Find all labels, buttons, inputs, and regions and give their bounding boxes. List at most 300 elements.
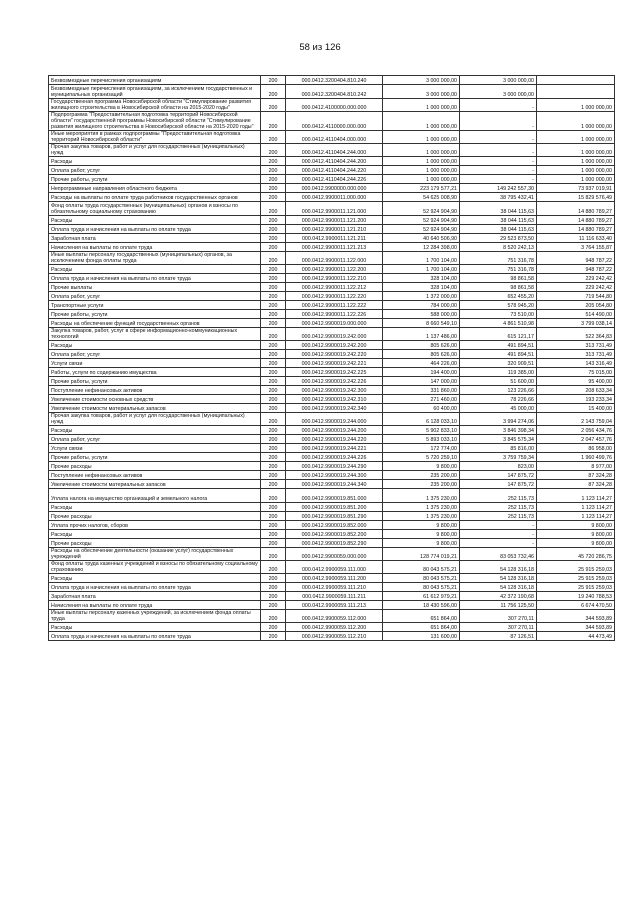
approved-amount: 805 626,00 xyxy=(383,341,460,350)
row-name: Прочие работы, услуги xyxy=(49,377,261,386)
row-name: Начисления на выплаты по оплате труда xyxy=(49,243,261,252)
row-kbk: 000.0412.9900059.112.000 xyxy=(286,610,383,623)
executed-amount: 3 994 274,06 xyxy=(460,413,537,426)
row-name: Иные выплаты персоналу казенных учреждений, за исключением фонда оплаты труда xyxy=(49,610,261,623)
page-number: 58 из 126 xyxy=(299,42,341,53)
executed-amount: 38 795 432,41 xyxy=(460,193,537,202)
approved-amount: 147 000,00 xyxy=(383,377,460,386)
row-code: 200 xyxy=(261,530,286,539)
executed-amount: 751 316,78 xyxy=(460,265,537,274)
executed-amount: 83 053 732,46 xyxy=(460,548,537,561)
row-kbk: 000.0412.9900019.242.220 xyxy=(286,350,383,359)
row-kbk: 000.0412.9900059.112.200 xyxy=(286,623,383,632)
row-kbk: 000.0412.9900011.121.213 xyxy=(286,243,383,252)
approved-amount: 9 800,00 xyxy=(383,521,460,530)
executed-amount: 38 044 115,63 xyxy=(460,216,537,225)
approved-amount: 172 774,00 xyxy=(383,444,460,453)
table-row xyxy=(49,489,615,503)
row-code: 200 xyxy=(261,243,286,252)
row-name: Безвозмездные перечисления организациям, за исключением государственных и муниципальных организаций xyxy=(49,85,261,99)
row-code: 200 xyxy=(261,112,286,131)
approved-amount: 60 400,00 xyxy=(383,404,460,413)
table-row xyxy=(49,85,615,99)
table-row xyxy=(49,283,615,292)
row-code: 200 xyxy=(261,386,286,395)
approved-amount: 52 924 904,90 xyxy=(383,216,460,225)
row-kbk: 000.0412.9900019.242.000 xyxy=(286,328,383,341)
approved-amount: 9 800,00 xyxy=(383,530,460,539)
row-name: Прочие расходы xyxy=(49,462,261,471)
executed-amount: 615 121,17 xyxy=(460,328,537,341)
table-row xyxy=(49,539,615,548)
row-code: 200 xyxy=(261,480,286,489)
row-code: 200 xyxy=(261,85,286,99)
approved-amount: 1 000 000,00 xyxy=(383,144,460,157)
unexecuted-amount: 6 674 470,50 xyxy=(537,601,615,610)
row-name: Безвозмездные перечисления организациям xyxy=(49,76,261,85)
unexecuted-amount: 313 731,49 xyxy=(537,341,615,350)
approved-amount: 8 660 549,10 xyxy=(383,319,460,328)
table-row xyxy=(49,252,615,265)
row-kbk: 000.0412.9900019.244.290 xyxy=(286,462,383,471)
executed-amount: 78 226,66 xyxy=(460,395,537,404)
row-kbk: 000.0412.4110404.244.226 xyxy=(286,175,383,184)
row-code: 200 xyxy=(261,413,286,426)
unexecuted-amount: 344 593,89 xyxy=(537,610,615,623)
executed-amount: 4 861 510,98 xyxy=(460,319,537,328)
row-kbk: 000.0412.9900011.000.000 xyxy=(286,193,383,202)
row-name: Заработная плата xyxy=(49,592,261,601)
unexecuted-amount: 208 633,34 xyxy=(537,386,615,395)
row-kbk: 000.0412.9900059.000.000 xyxy=(286,548,383,561)
table-row xyxy=(49,292,615,301)
approved-amount: 1 000 000,00 xyxy=(383,112,460,131)
unexecuted-amount: 86 958,00 xyxy=(537,444,615,453)
executed-amount: 45 000,00 xyxy=(460,404,537,413)
row-kbk: 000.0412.9900059.111.211 xyxy=(286,592,383,601)
row-kbk: 000.0412.9900019.000.000 xyxy=(286,319,383,328)
executed-amount: 123 226,66 xyxy=(460,386,537,395)
table-row xyxy=(49,521,615,530)
table-row xyxy=(49,386,615,395)
row-code: 200 xyxy=(261,310,286,319)
executed-amount: 3 000 000,00 xyxy=(460,85,537,99)
row-kbk: 000.0412.9900019.851.290 xyxy=(286,512,383,521)
row-code: 200 xyxy=(261,301,286,310)
row-kbk: 000.0412.9900011.122.000 xyxy=(286,252,383,265)
table-row xyxy=(49,395,615,404)
row-kbk: 000.0412.9900019.242.310 xyxy=(286,395,383,404)
row-code: 200 xyxy=(261,359,286,368)
executed-amount: - xyxy=(460,175,537,184)
approved-amount: 131 600,00 xyxy=(383,632,460,641)
approved-amount: 5 893 033,10 xyxy=(383,435,460,444)
executed-amount: 491 894,51 xyxy=(460,350,537,359)
row-kbk: 000.0412.4110000.000.000 xyxy=(286,112,383,131)
table-row xyxy=(49,157,615,166)
row-code: 200 xyxy=(261,76,286,85)
unexecuted-amount: 719 544,80 xyxy=(537,292,615,301)
executed-amount: 320 909,51 xyxy=(460,359,537,368)
row-code: 200 xyxy=(261,225,286,234)
row-name: Транспортные услуги xyxy=(49,301,261,310)
row-name: Оплата труда и начисления на выплаты по оплате труда xyxy=(49,274,261,283)
table-row xyxy=(49,99,615,112)
unexecuted-amount: 948 787,22 xyxy=(537,265,615,274)
approved-amount: 1 372 000,00 xyxy=(383,292,460,301)
unexecuted-amount: 1 960 499,76 xyxy=(537,453,615,462)
row-name: Расходы xyxy=(49,574,261,583)
row-kbk: 000.0412.9900000.000.000 xyxy=(286,184,383,193)
table-row xyxy=(49,274,615,283)
table-row xyxy=(49,377,615,386)
row-code: 200 xyxy=(261,583,286,592)
executed-amount: - xyxy=(460,131,537,144)
row-code: 200 xyxy=(261,503,286,512)
unexecuted-amount: 1 000 000,00 xyxy=(537,99,615,112)
approved-amount: 328 104,00 xyxy=(383,283,460,292)
row-kbk: 000.0412.9900011.121.211 xyxy=(286,234,383,243)
row-name: Расходы xyxy=(49,341,261,350)
table-row xyxy=(49,319,615,328)
approved-amount: 223 179 577,21 xyxy=(383,184,460,193)
row-name: Поступление нефинансовых активов xyxy=(49,386,261,395)
table-row xyxy=(49,216,615,225)
executed-amount: 252 115,73 xyxy=(460,512,537,521)
table-row xyxy=(49,561,615,574)
row-name: Подпрограмма "Предоставительная подготовка территорий Новосибирской области" государственной программы Новосибирской области "Стимулирование развития жилищного строительства в Новосибирской области на 2015-2020 годы" xyxy=(49,112,261,131)
row-code: 200 xyxy=(261,435,286,444)
row-code: 200 xyxy=(261,131,286,144)
unexecuted-amount: 25 915 259,03 xyxy=(537,574,615,583)
row-code: 200 xyxy=(261,601,286,610)
unexecuted-amount: 1 000 000,00 xyxy=(537,166,615,175)
table-row xyxy=(49,413,615,426)
approved-amount: 80 043 575,21 xyxy=(383,561,460,574)
row-kbk: 000.0412.9900059.111.213 xyxy=(286,601,383,610)
table-row xyxy=(49,462,615,471)
unexecuted-amount: 1 123 114,27 xyxy=(537,503,615,512)
approved-amount: 128 774 019,21 xyxy=(383,548,460,561)
row-name: Заработная плата xyxy=(49,234,261,243)
row-kbk: 000.0412.9900019.244.000 xyxy=(286,413,383,426)
row-name: Расходы на выплаты по оплате труда работников государственных органов xyxy=(49,193,261,202)
unexecuted-amount: 2 056 434,76 xyxy=(537,426,615,435)
row-name: Иные мероприятия в рамках подпрограммы "Предоставительная подготовка территорий Новосибирской области" xyxy=(49,131,261,144)
executed-amount: 38 044 115,63 xyxy=(460,225,537,234)
executed-amount: - xyxy=(460,539,537,548)
budget-table xyxy=(48,75,615,641)
executed-amount: - xyxy=(460,521,537,530)
row-code: 200 xyxy=(261,453,286,462)
unexecuted-amount: 87 324,28 xyxy=(537,480,615,489)
row-name: Уплата налога на имущество организаций и земельного налога xyxy=(49,489,261,503)
row-kbk: 000.0412.9900019.852.290 xyxy=(286,539,383,548)
unexecuted-amount: 75 015,00 xyxy=(537,368,615,377)
executed-amount: 54 128 316,18 xyxy=(460,561,537,574)
table-row xyxy=(49,76,615,85)
executed-amount: 578 945,20 xyxy=(460,301,537,310)
row-name: Прочая закупка товаров, работ и услуг для государственных (муниципальных) нужд xyxy=(49,413,261,426)
row-kbk: 000.0412.9900019.242.221 xyxy=(286,359,383,368)
approved-amount: 6 128 033,10 xyxy=(383,413,460,426)
row-kbk: 000.0412.9900019.851.000 xyxy=(286,489,383,503)
approved-amount: 1 375 230,00 xyxy=(383,503,460,512)
executed-amount: 87 126,51 xyxy=(460,632,537,641)
executed-amount: - xyxy=(460,144,537,157)
row-code: 200 xyxy=(261,489,286,503)
table-row xyxy=(49,341,615,350)
approved-amount: 5 720 259,10 xyxy=(383,453,460,462)
approved-amount: 1 000 000,00 xyxy=(383,131,460,144)
row-name: Иные выплаты персоналу государственных (муниципальных) органов, за исключением фонда оплаты труда xyxy=(49,252,261,265)
executed-amount: - xyxy=(460,157,537,166)
approved-amount: 3 000 000,00 xyxy=(383,76,460,85)
approved-amount: 1 700 104,00 xyxy=(383,252,460,265)
row-kbk: 000.0412.9900011.122.226 xyxy=(286,310,383,319)
executed-amount: 3 845 575,34 xyxy=(460,435,537,444)
approved-amount: 464 226,00 xyxy=(383,359,460,368)
unexecuted-amount: 3 764 155,87 xyxy=(537,243,615,252)
unexecuted-amount: 8 977,00 xyxy=(537,462,615,471)
approved-amount: 18 430 596,00 xyxy=(383,601,460,610)
unexecuted-amount: 1 123 114,27 xyxy=(537,512,615,521)
approved-amount: 1 137 486,00 xyxy=(383,328,460,341)
unexecuted-amount: 11 116 633,40 xyxy=(537,234,615,243)
unexecuted-amount: 1 000 000,00 xyxy=(537,112,615,131)
table-row xyxy=(49,144,615,157)
row-code: 200 xyxy=(261,404,286,413)
unexecuted-amount: 948 787,22 xyxy=(537,252,615,265)
table-row xyxy=(49,301,615,310)
row-kbk: 000.0412.9900059.112.210 xyxy=(286,632,383,641)
row-code: 200 xyxy=(261,157,286,166)
row-kbk: 000.0412.9900019.242.226 xyxy=(286,377,383,386)
row-code: 200 xyxy=(261,462,286,471)
unexecuted-amount: 15 829 576,49 xyxy=(537,193,615,202)
table-row xyxy=(49,175,615,184)
executed-amount: 98 861,58 xyxy=(460,274,537,283)
unexecuted-amount xyxy=(537,76,615,85)
row-name: Прочая закупка товаров, работ и услуг для государственных (муниципальных) нужд xyxy=(49,144,261,157)
row-name: Расходы xyxy=(49,216,261,225)
row-name: Работы, услуги по содержанию имущества xyxy=(49,368,261,377)
row-kbk: 000.0412.9900019.244.340 xyxy=(286,480,383,489)
approved-amount: 194 400,00 xyxy=(383,368,460,377)
row-kbk: 000.0412.9900019.242.340 xyxy=(286,404,383,413)
row-name: Уплата прочих налогов, сборов xyxy=(49,521,261,530)
unexecuted-amount: 1 000 000,00 xyxy=(537,157,615,166)
approved-amount: 784 000,00 xyxy=(383,301,460,310)
row-code: 200 xyxy=(261,166,286,175)
row-name: Оплата труда и начисления на выплаты по оплате труда xyxy=(49,632,261,641)
unexecuted-amount: 44 473,49 xyxy=(537,632,615,641)
approved-amount: 1 375 230,00 xyxy=(383,489,460,503)
row-code: 200 xyxy=(261,283,286,292)
row-name: Расходы xyxy=(49,426,261,435)
unexecuted-amount: 514 490,00 xyxy=(537,310,615,319)
row-name: Непрограммные направления областного бюджета xyxy=(49,184,261,193)
table-row xyxy=(49,243,615,252)
table-row xyxy=(49,503,615,512)
row-name: Прочие работы, услуги xyxy=(49,175,261,184)
unexecuted-amount: 9 800,00 xyxy=(537,521,615,530)
row-kbk: 000.0412.9900019.244.220 xyxy=(286,435,383,444)
unexecuted-amount: 193 233,34 xyxy=(537,395,615,404)
unexecuted-amount: 1 123 114,27 xyxy=(537,489,615,503)
row-name: Оплата работ, услуг xyxy=(49,350,261,359)
row-code: 200 xyxy=(261,548,286,561)
executed-amount: 73 510,00 xyxy=(460,310,537,319)
approved-amount: 1 000 000,00 xyxy=(383,157,460,166)
row-name: Оплата работ, услуг xyxy=(49,435,261,444)
row-name: Государственная программа Новосибирской области "Стимулирование развития жилищного строительства в Новосибирской области на 2015-2020 годы" xyxy=(49,99,261,112)
table-row xyxy=(49,583,615,592)
row-kbk: 000.0412.9900019.242.200 xyxy=(286,341,383,350)
budget-table-body xyxy=(49,76,615,641)
table-row xyxy=(49,265,615,274)
row-name: Расходы xyxy=(49,530,261,539)
row-code: 200 xyxy=(261,350,286,359)
row-name: Расходы xyxy=(49,157,261,166)
row-code: 200 xyxy=(261,184,286,193)
row-name: Услуги связи xyxy=(49,359,261,368)
table-row xyxy=(49,471,615,480)
row-kbk: 000.0412.9900019.244.200 xyxy=(286,426,383,435)
row-code: 200 xyxy=(261,341,286,350)
approved-amount: 52 924 904,90 xyxy=(383,225,460,234)
row-code: 200 xyxy=(261,592,286,601)
executed-amount: 652 455,20 xyxy=(460,292,537,301)
unexecuted-amount: 9 800,00 xyxy=(537,530,615,539)
unexecuted-amount: 522 364,83 xyxy=(537,328,615,341)
row-kbk: 000.0412.9900011.122.212 xyxy=(286,283,383,292)
table-row xyxy=(49,184,615,193)
row-name: Прочие выплаты xyxy=(49,283,261,292)
executed-amount: 3 759 759,34 xyxy=(460,453,537,462)
executed-amount: 751 316,78 xyxy=(460,252,537,265)
table-row xyxy=(49,350,615,359)
row-code: 200 xyxy=(261,292,286,301)
approved-amount: 61 612 979,21 xyxy=(383,592,460,601)
executed-amount: - xyxy=(460,166,537,175)
executed-amount: 54 128 316,18 xyxy=(460,583,537,592)
row-code: 200 xyxy=(261,234,286,243)
table-row xyxy=(49,166,615,175)
row-name: Закупка товаров, работ, услуг в сфере информационно-коммуникационных технологий xyxy=(49,328,261,341)
row-kbk: 000.0412.9900011.122.222 xyxy=(286,301,383,310)
row-code: 200 xyxy=(261,368,286,377)
row-code: 200 xyxy=(261,99,286,112)
table-row xyxy=(49,444,615,453)
table-row xyxy=(49,131,615,144)
table-row xyxy=(49,632,615,641)
row-code: 200 xyxy=(261,193,286,202)
executed-amount: 491 894,51 xyxy=(460,341,537,350)
row-kbk: 000.0412.9900059.111.200 xyxy=(286,574,383,583)
row-code: 200 xyxy=(261,265,286,274)
row-code: 200 xyxy=(261,521,286,530)
executed-amount: - xyxy=(460,530,537,539)
approved-amount: 80 043 575,21 xyxy=(383,583,460,592)
executed-amount: 11 756 125,50 xyxy=(460,601,537,610)
row-kbk: 000.0412.3200404.810.240 xyxy=(286,76,383,85)
unexecuted-amount: 3 799 038,14 xyxy=(537,319,615,328)
approved-amount: 805 626,00 xyxy=(383,350,460,359)
executed-amount: 252 115,73 xyxy=(460,489,537,503)
executed-amount: 51 600,00 xyxy=(460,377,537,386)
row-code: 200 xyxy=(261,377,286,386)
unexecuted-amount: 2 143 759,04 xyxy=(537,413,615,426)
row-kbk: 000.0412.4110404.244.220 xyxy=(286,166,383,175)
row-kbk: 000.0412.4110404.244.200 xyxy=(286,157,383,166)
row-name: Расходы xyxy=(49,265,261,274)
unexecuted-amount: 205 054,80 xyxy=(537,301,615,310)
row-name: Расходы на обеспечение деятельности (оказание услуг) государственных учреждений xyxy=(49,548,261,561)
row-name: Начисления на выплаты по оплате труда xyxy=(49,601,261,610)
approved-amount: 328 104,00 xyxy=(383,274,460,283)
row-name: Увеличение стоимости материальных запасов xyxy=(49,480,261,489)
row-name: Оплата работ, услуг xyxy=(49,166,261,175)
unexecuted-amount: 25 915 259,03 xyxy=(537,583,615,592)
row-kbk: 000.0412.9900019.244.226 xyxy=(286,453,383,462)
executed-amount: - xyxy=(460,99,537,112)
unexecuted-amount: 14 880 789,27 xyxy=(537,216,615,225)
executed-amount: 98 861,58 xyxy=(460,283,537,292)
unexecuted-amount: 95 400,00 xyxy=(537,377,615,386)
table-row xyxy=(49,225,615,234)
approved-amount: 1 700 104,00 xyxy=(383,265,460,274)
executed-amount: 42 372 190,68 xyxy=(460,592,537,601)
executed-amount: 119 385,00 xyxy=(460,368,537,377)
row-code: 200 xyxy=(261,395,286,404)
approved-amount: 54 625 008,90 xyxy=(383,193,460,202)
row-kbk: 000.0412.9900019.242.300 xyxy=(286,386,383,395)
unexecuted-amount: 87 324,28 xyxy=(537,471,615,480)
unexecuted-amount: 9 800,00 xyxy=(537,539,615,548)
approved-amount: 235 200,00 xyxy=(383,471,460,480)
table-row xyxy=(49,193,615,202)
executed-amount: 307 270,11 xyxy=(460,623,537,632)
row-name: Поступление нефинансовых активов xyxy=(49,471,261,480)
row-name: Фонд оплаты труда государственных (муниципальных) органов и взносы по обязательному социальному страхованию xyxy=(49,202,261,216)
approved-amount: 651 864,00 xyxy=(383,610,460,623)
row-kbk: 000.0412.9900019.242.225 xyxy=(286,368,383,377)
row-kbk: 000.0412.9900059.111.210 xyxy=(286,583,383,592)
table-row xyxy=(49,530,615,539)
row-kbk: 000.0412.3200404.810.242 xyxy=(286,85,383,99)
row-kbk: 000.0412.9900011.121.000 xyxy=(286,202,383,216)
executed-amount: 8 520 242,13 xyxy=(460,243,537,252)
row-code: 200 xyxy=(261,216,286,225)
unexecuted-amount: 229 242,42 xyxy=(537,283,615,292)
unexecuted-amount: 2 047 457,76 xyxy=(537,435,615,444)
row-name: Услуги связи xyxy=(49,444,261,453)
row-kbk: 000.0412.4110404.000.000 xyxy=(286,131,383,144)
table-row xyxy=(49,623,615,632)
row-kbk: 000.0412.9900019.851.200 xyxy=(286,503,383,512)
row-code: 200 xyxy=(261,144,286,157)
table-row xyxy=(49,202,615,216)
table-row xyxy=(49,310,615,319)
row-name: Расходы на обеспечение функций государственных органов xyxy=(49,319,261,328)
approved-amount: 588 000,00 xyxy=(383,310,460,319)
row-name: Фонд оплаты труда казенных учреждений и взносы по обязательному социальному страхованию xyxy=(49,561,261,574)
row-kbk: 000.0412.9900019.244.221 xyxy=(286,444,383,453)
unexecuted-amount: 229 242,42 xyxy=(537,274,615,283)
approved-amount: 331 860,00 xyxy=(383,386,460,395)
approved-amount: 9 800,00 xyxy=(383,462,460,471)
